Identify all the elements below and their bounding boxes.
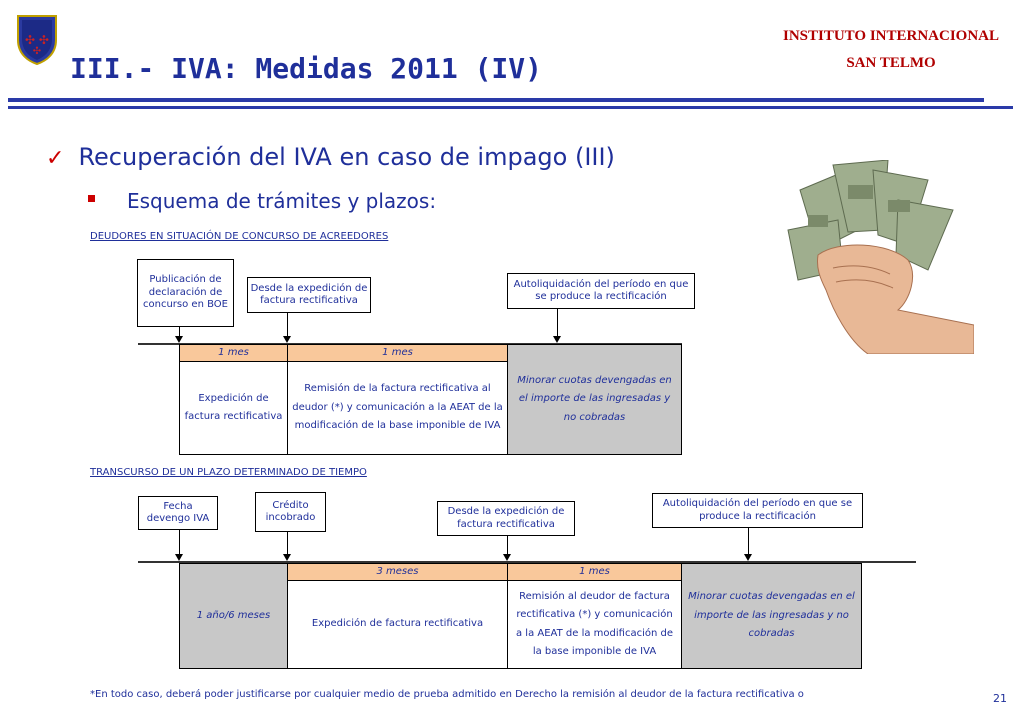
footnote: *En todo caso, deberá poder justificarse por cualquier medio de prueba admitido en Derecho la remisión al deudor de la factura rectificativa o <box>90 689 804 700</box>
box-autoliquidacion-1: Autoliquidación del período en que se produce la rectificación <box>507 273 695 309</box>
header-divider-top <box>8 98 984 102</box>
arrow-credito <box>287 532 288 555</box>
s2-body-col1: 1 año/6 meses <box>179 563 288 669</box>
arrow-autoliquidacion-1 <box>557 309 558 337</box>
arrow-autoliquidacion-2 <box>748 528 749 555</box>
arrow-fecha-devengo <box>179 530 180 555</box>
box-desde-expedicion-2: Desde la expedición de factura rectificativa <box>437 501 575 536</box>
box-desde-expedicion-1: Desde la expedición de factura rectificativa <box>247 277 371 313</box>
s2-body-col2: Expedición de factura rectificativa <box>287 580 508 669</box>
s2-header-col2: 3 meses <box>287 563 508 581</box>
arrow-publicacion <box>179 327 180 337</box>
box-fecha-devengo: Fecha devengo IVA <box>138 496 218 530</box>
s2-header-col3: 1 mes <box>507 563 682 581</box>
s1-body-col1: Expedición de factura rectificativa <box>179 361 288 455</box>
bullet-level1 <box>46 143 615 171</box>
bullet-level2-text: Esquema de trámites y plazos: <box>127 189 437 213</box>
s2-body-col4: Minorar cuotas devengadas en el importe de las ingresadas y no cobradas <box>681 563 862 669</box>
box-credito-incobrado: Crédito incobrado <box>255 492 326 532</box>
s1-header-col1: 1 mes <box>179 344 288 362</box>
header-divider-bottom <box>8 106 1013 109</box>
square-bullet-icon <box>88 195 95 202</box>
s1-header-col2: 1 mes <box>287 344 508 362</box>
section1-title: DEUDORES EN SITUACIÓN DE CONCURSO DE ACREEDORES <box>90 231 389 242</box>
bullet-level2 <box>88 189 436 213</box>
s2-body-col3: Remisión al deudor de factura rectificativa (*) y comunicación a la AEAT de la modificación de la base imponible de IVA <box>507 580 682 669</box>
s1-body-col3: Minorar cuotas devengadas en el importe de las ingresadas y no cobradas <box>507 344 682 455</box>
page-number: 21 <box>993 692 1007 705</box>
arrow-expedicion-2 <box>507 536 508 555</box>
arrow-expedicion-1 <box>287 313 288 337</box>
institute-name-line1: INSTITUTO INTERNACIONAL <box>782 28 1000 44</box>
s1-body-col2: Remisión de la factura rectificativa al deudor (*) y comunicación a la AEAT de la modificación de la base imponible de IVA <box>287 361 508 455</box>
hand-with-money-icon <box>778 160 974 354</box>
bullet-level1-text: Recuperación del IVA en caso de impago (III) <box>78 143 615 171</box>
box-autoliquidacion-2: Autoliquidación del período en que se produce la rectificación <box>652 493 863 528</box>
check-mark-icon: ✓ <box>46 146 65 171</box>
section2-title: TRANSCURSO DE UN PLAZO DETERMINADO DE TIEMPO <box>90 467 367 478</box>
shield-crest-icon <box>16 14 58 66</box>
institute-name-line2: SAN TELMO <box>846 55 936 71</box>
page-title: III.- IVA: Medidas 2011 (IV) <box>70 52 543 85</box>
box-publicacion-boe: Publicación de declaración de concurso en BOE <box>137 259 234 327</box>
svg-text:✣ ✣: ✣ ✣ <box>25 33 49 47</box>
svg-text:✣: ✣ <box>32 46 42 57</box>
